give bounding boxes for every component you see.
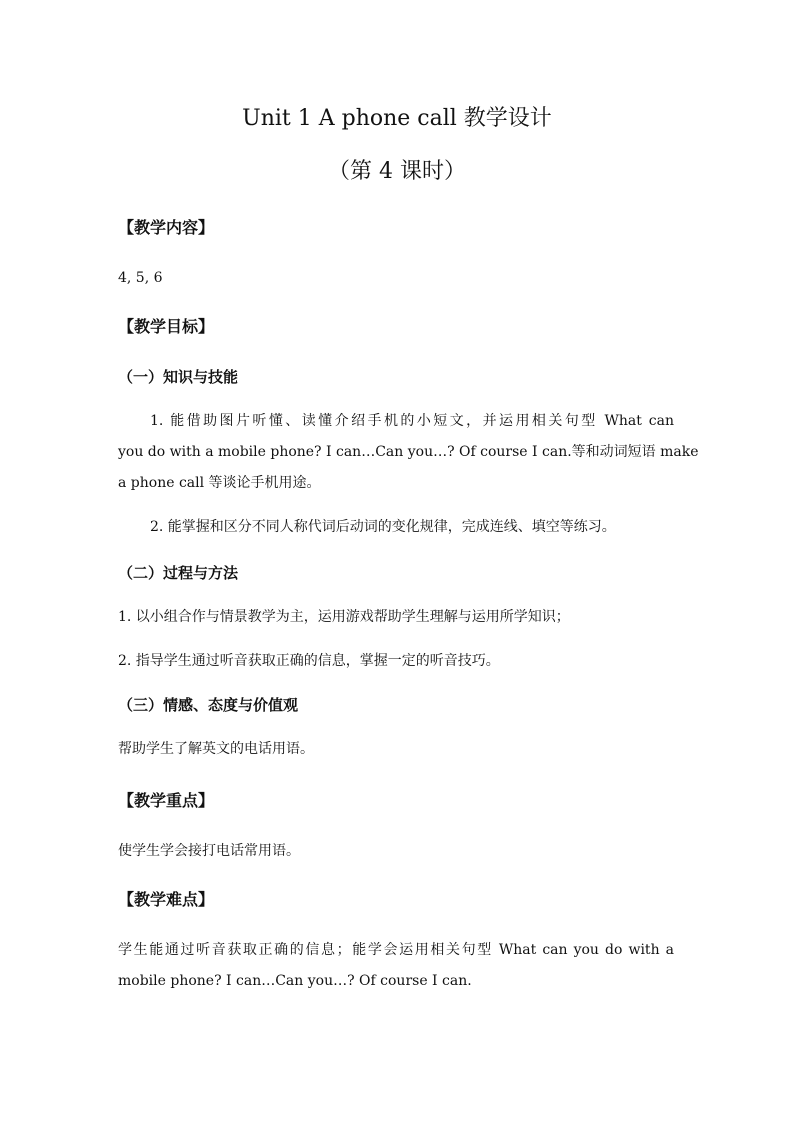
document-title: Unit 1 A phone call 教学设计 (242, 106, 552, 131)
teaching-content-text: 4, 5, 6 (118, 270, 163, 286)
heading-teaching-objectives: 【教学目标】 (118, 317, 215, 336)
document-subtitle: （第 4 课时） (328, 159, 466, 184)
heading-key-points: 【教学重点】 (118, 791, 215, 810)
process-item-2: 2. 指导学生通过听音获取正确的信息，掌握一定的听音技巧。 (118, 653, 500, 669)
difficulties-line-1: 学生能通过听音获取正确的信息；能学会运用相关句型 What can you do with a (118, 942, 674, 958)
emotion-text: 帮助学生了解英文的电话用语。 (118, 741, 314, 757)
knowledge-item-2: 2. 能掌握和区分不同人称代词后动词的变化规律，完成连线、填空等练习。 (150, 519, 616, 535)
process-item-1: 1. 以小组合作与情景教学为主，运用游戏帮助学生理解与运用所学知识； (118, 609, 570, 625)
key-points-text: 使学生学会接打电话常用语。 (118, 843, 300, 859)
heading-teaching-content: 【教学内容】 (118, 218, 215, 237)
heading-difficulties: 【教学难点】 (118, 890, 215, 909)
heading-emotion-values: （三）情感、态度与价值观 (118, 696, 299, 714)
knowledge-item-1-line-3: a phone call 等谈论手机用途。 (118, 475, 321, 491)
heading-process-methods: （二）过程与方法 (118, 564, 239, 582)
knowledge-item-1-line-1: 1. 能借助图片听懂、读懂介绍手机的小短文，并运用相关句型 What can (150, 413, 674, 429)
knowledge-item-1-line-2: you do with a mobile phone? I can…Can you…? Of course I can.等和动词短语 make (118, 444, 699, 460)
heading-knowledge-skills: （一）知识与技能 (118, 368, 239, 386)
difficulties-line-2: mobile phone? I can…Can you…? Of course I can. (118, 973, 472, 989)
